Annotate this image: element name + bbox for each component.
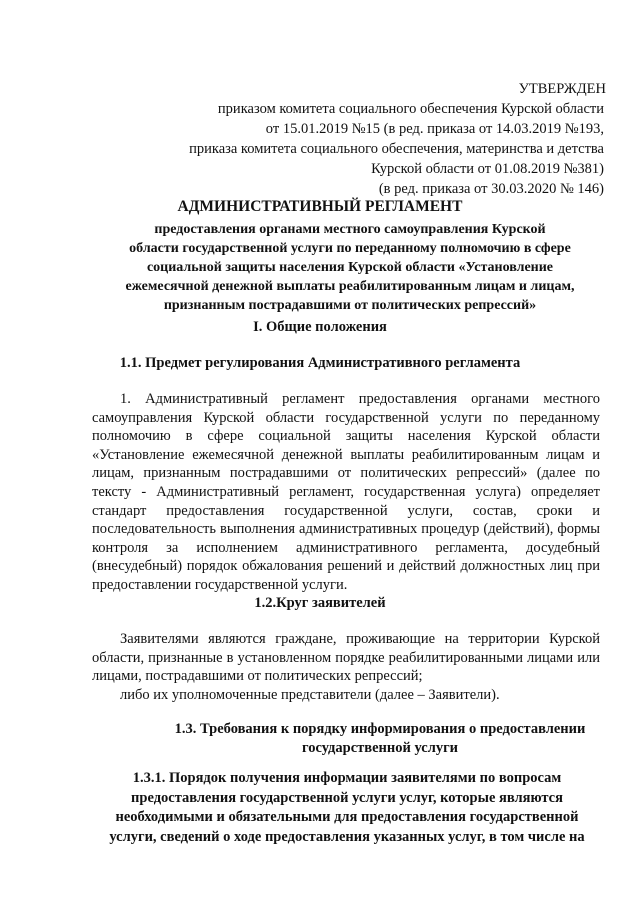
paragraph-2b-text: либо их уполномоченные представители (далее – Заявители). <box>120 687 500 703</box>
approval-stamp <box>189 79 604 199</box>
paragraph-2b <box>92 686 600 705</box>
section-heading-1-3-1 <box>92 769 602 847</box>
approval-line: приказом комитета социального обеспечения Курской области <box>217 101 604 117</box>
heading-line: 1.3.1. Порядок получения информации заявителями по вопросам <box>132 770 562 786</box>
heading-line: 1.3. Требования к порядку информирования о предоставлении <box>174 721 586 737</box>
approval-line: от 15.01.2019 №15 (в ред. приказа от 14.03.2019 №193, <box>265 121 604 137</box>
heading-line: предоставления государственной услуги услуг, которые являются <box>131 789 563 806</box>
heading-line: необходимыми и обязательными для предоставления государственной <box>115 809 579 825</box>
heading-line: государственной услуги <box>301 740 459 756</box>
subtitle-line: области государственной услуги по переданному полномочию в сфере <box>129 241 571 256</box>
paragraph-1 <box>92 390 600 595</box>
section-heading-1-1: 1.1. Предмет регулирования Административного регламента <box>119 355 521 371</box>
paragraph-1-text: 1. Административный регламент предоставления органами местного самоуправления Курской области государственной услуги по переданному полномочию в сфере социальной защиты населения Курской области «Установление ежемесячной денежной выплаты реабилитированным лицам и лицам, признанным пострадавшими от политических репрессий» (далее по тексту - Административный регламент, государственная услуга) определяет стандарт предоставления государственной услуги, состав, сроки и последовательность выполнения административных процедур (действий), формы контроля за исполнением административного регламента, досудебный (внесудебный) порядок обжалования решений и действий должностных лиц при предоставлении государственной услуги. <box>92 391 600 593</box>
heading-line: услуги, сведений о ходе предоставления указанных услуг, в том числе на <box>109 828 585 845</box>
section-heading-1-3 <box>150 720 610 758</box>
paragraph-2-text: Заявителями являются граждане, проживающие на территории Курской области, признанные в установленном порядке реабилитированными лицами или лицами, пострадавшими от политических репрессий; <box>92 631 600 685</box>
approval-line: приказа комитета социального обеспечения, материнства и детства <box>189 141 604 157</box>
section-heading-1: I. Общие положения <box>253 319 387 335</box>
approval-line: (в ред. приказа от 30.03.2020 № 146) <box>378 181 604 197</box>
paragraph-2 <box>92 630 600 686</box>
subtitle-line: ежемесячной денежной выплаты реабилитированным лицам и лицам, <box>125 279 575 294</box>
subtitle-line: признанным пострадавшими от политических репрессий» <box>163 298 537 313</box>
subtitle-line: предоставления органами местного самоуправления Курской <box>154 222 546 237</box>
document-subtitle <box>90 220 610 315</box>
document-title: АДМИНИСТРАТИВНЫЙ РЕГЛАМЕНТ <box>177 198 463 215</box>
subtitle-line: социальной защиты населения Курской области «Установление <box>146 260 554 275</box>
section-heading-1-2: 1.2.Круг заявителей <box>254 595 386 611</box>
approval-line: Курской области от 01.08.2019 №381) <box>371 161 604 177</box>
approval-head: УТВЕРЖДЕН <box>518 81 606 97</box>
